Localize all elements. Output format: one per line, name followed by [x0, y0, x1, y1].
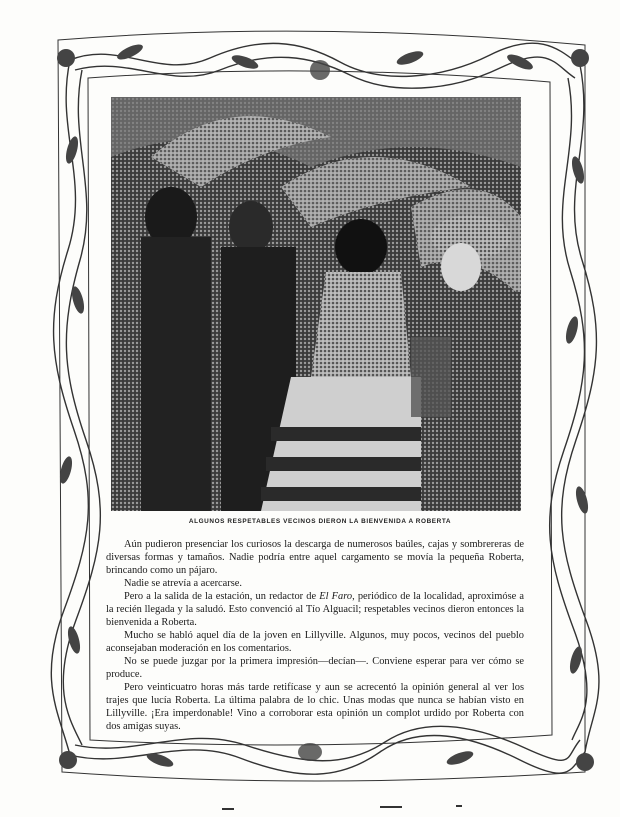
article-paragraph: Nadie se atrevía a acercarse.: [124, 578, 242, 589]
article-paragraph: No se puede juzgar por la primera impresión—decían—. Conviene esperar para ver cómo se produce.: [106, 656, 524, 680]
article-paragraph: Aún pudieron presenciar los curiosos la descarga de numerosos baúles, cajas y sombrereras de diversas formas y tamaños. Nadie podría entre aquel cargamento se movía la pequeña Roberta, brincando como un pájaro.: [106, 539, 524, 576]
article-paragraph: Pero veinticuatro horas más tarde retifícase y aun se acrecentó la opinión general al ver los trajes que lucía Roberta. La última palabra de lo chic. Unas modas que nunca se habían visto en Lillyville. ¡Era imperdonable! Vino a corroborar esta opinión un complot urdido por Roberta con dos amigas suyas.: [106, 682, 524, 732]
photo-caption: ALGUNOS RESPETABLES VECINOS DIERON LA BIENVENIDA A ROBERTA: [188, 518, 452, 525]
article-paragraph: Pero a la salida de la estación, un redactor de El Faro, periódico de la localidad, aproximóse a la recién llegada y la saludó. Esto convenció al Tío Alguacil; respetables vecinos dieron entonces la bienvenida a Roberta.: [106, 591, 525, 628]
newspaper-name: El Faro: [319, 591, 353, 602]
photo-scene: [111, 97, 521, 511]
article-body: [106, 538, 524, 733]
article-paragraph: Mucho se habló aquel día de la joven en Lillyville. Algunos, muy pocos, vecinos del pueblo aconsejaban moderación en los comentarios.: [106, 630, 524, 654]
halftone-photograph: [111, 97, 521, 511]
